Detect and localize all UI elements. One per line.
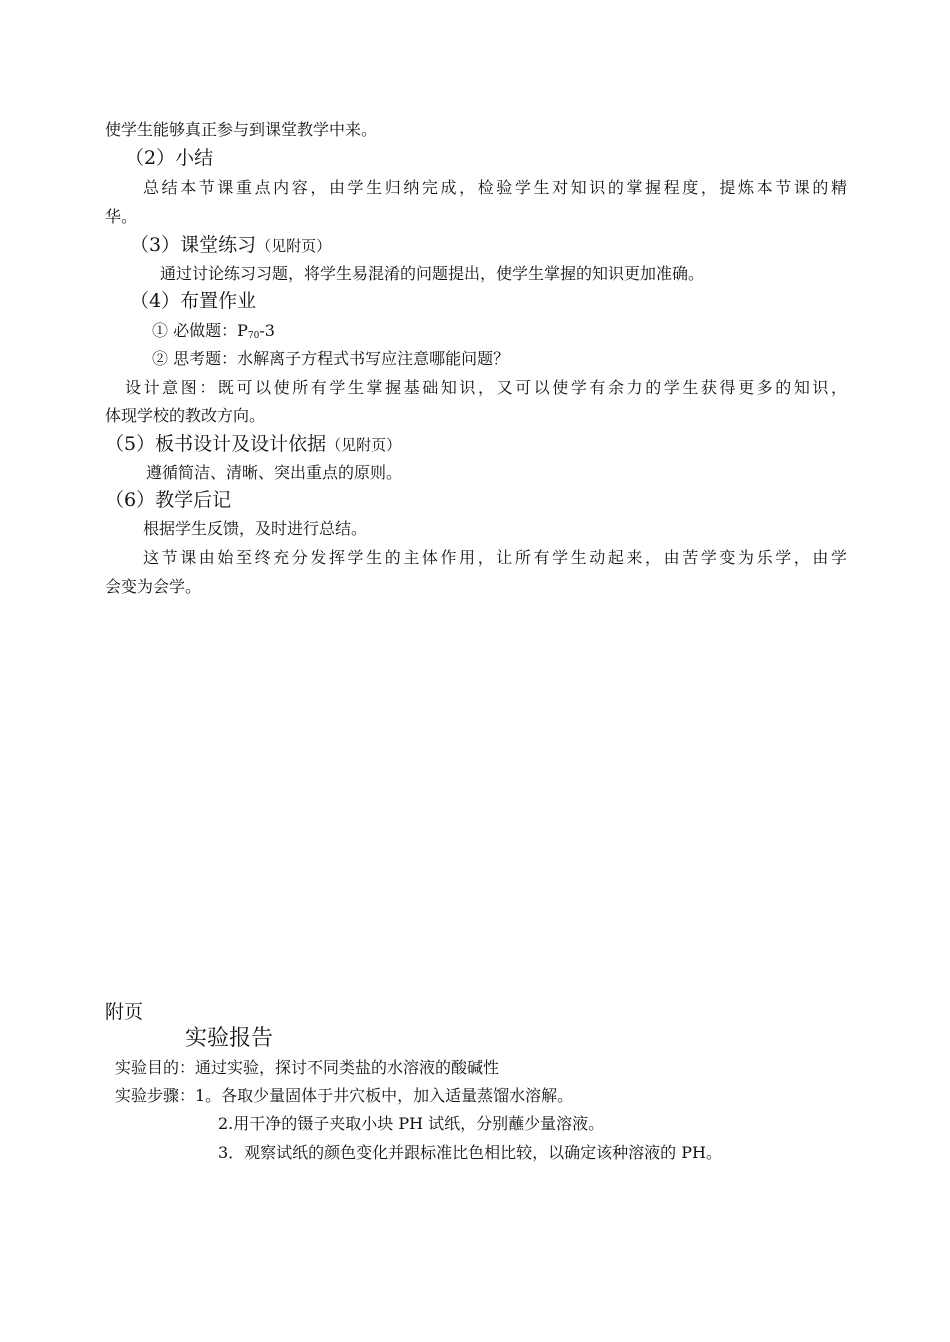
text-line: 3．观察试纸的颜色变化并跟标准比色相比较，以确定该种溶液的 PH。	[218, 1143, 722, 1162]
text-line: 设计意图：既可以使所有学生掌握基础知识，又可以使学有余力的学生获得更多的知识，	[125, 378, 847, 397]
report-title: 实验报告	[185, 1026, 274, 1051]
text-line: 会变为会学。	[105, 577, 202, 596]
list-item	[152, 320, 275, 347]
text-line: 使学生能够真正参与到课堂教学中来。	[105, 120, 378, 139]
section-heading-homework: （4）布置作业	[130, 290, 257, 312]
text-line: 体现学校的教改方向。	[105, 406, 266, 425]
heading-note: （见附页）	[256, 237, 332, 255]
text-line: 实验步骤：1。各取少量固体于井穴板中，加入适量蒸馏水溶解。	[115, 1086, 574, 1105]
text-line: 实验目的：通过实验，探讨不同类盐的水溶液的酸碱性	[115, 1058, 500, 1077]
heading-text: （5）板书设计及设计依据	[105, 433, 327, 455]
text-line: 2.用干净的镊子夹取小块 PH 试纸，分别蘸少量溶液。	[218, 1114, 605, 1133]
section-heading-summary: （2）小结	[125, 147, 214, 169]
text-line: 遵循简洁、清晰、突出重点的原则。	[146, 463, 403, 482]
heading-text: （3）课堂练习	[130, 234, 257, 256]
section-heading-board	[105, 432, 401, 456]
heading-note: （见附页）	[326, 436, 402, 454]
page-subscript: 70	[247, 331, 260, 341]
text-line: 这节课由始至终充分发挥学生的主体作用，让所有学生动起来，由苦学变为乐学，由学	[143, 548, 847, 567]
text-line: 根据学生反馈，及时进行总结。	[143, 519, 368, 538]
text-line: 通过讨论练习习题，将学生易混淆的问题提出，使学生掌握的知识更加准确。	[160, 264, 705, 283]
list-item-text: -3	[259, 321, 275, 340]
text-line: 华。	[105, 207, 138, 226]
section-heading-postscript: （6）教学后记	[105, 489, 232, 511]
text-line: 总结本节课重点内容，由学生归纳完成，检验学生对知识的掌握程度，提炼本节课的精	[143, 178, 847, 197]
list-item: ② 思考题：水解离子方程式书写应注意哪能问题？	[152, 349, 510, 368]
appendix-label: 附页	[105, 1001, 144, 1023]
list-item-text: ① 必做题：P	[152, 321, 248, 340]
section-heading-exercise	[130, 233, 331, 257]
